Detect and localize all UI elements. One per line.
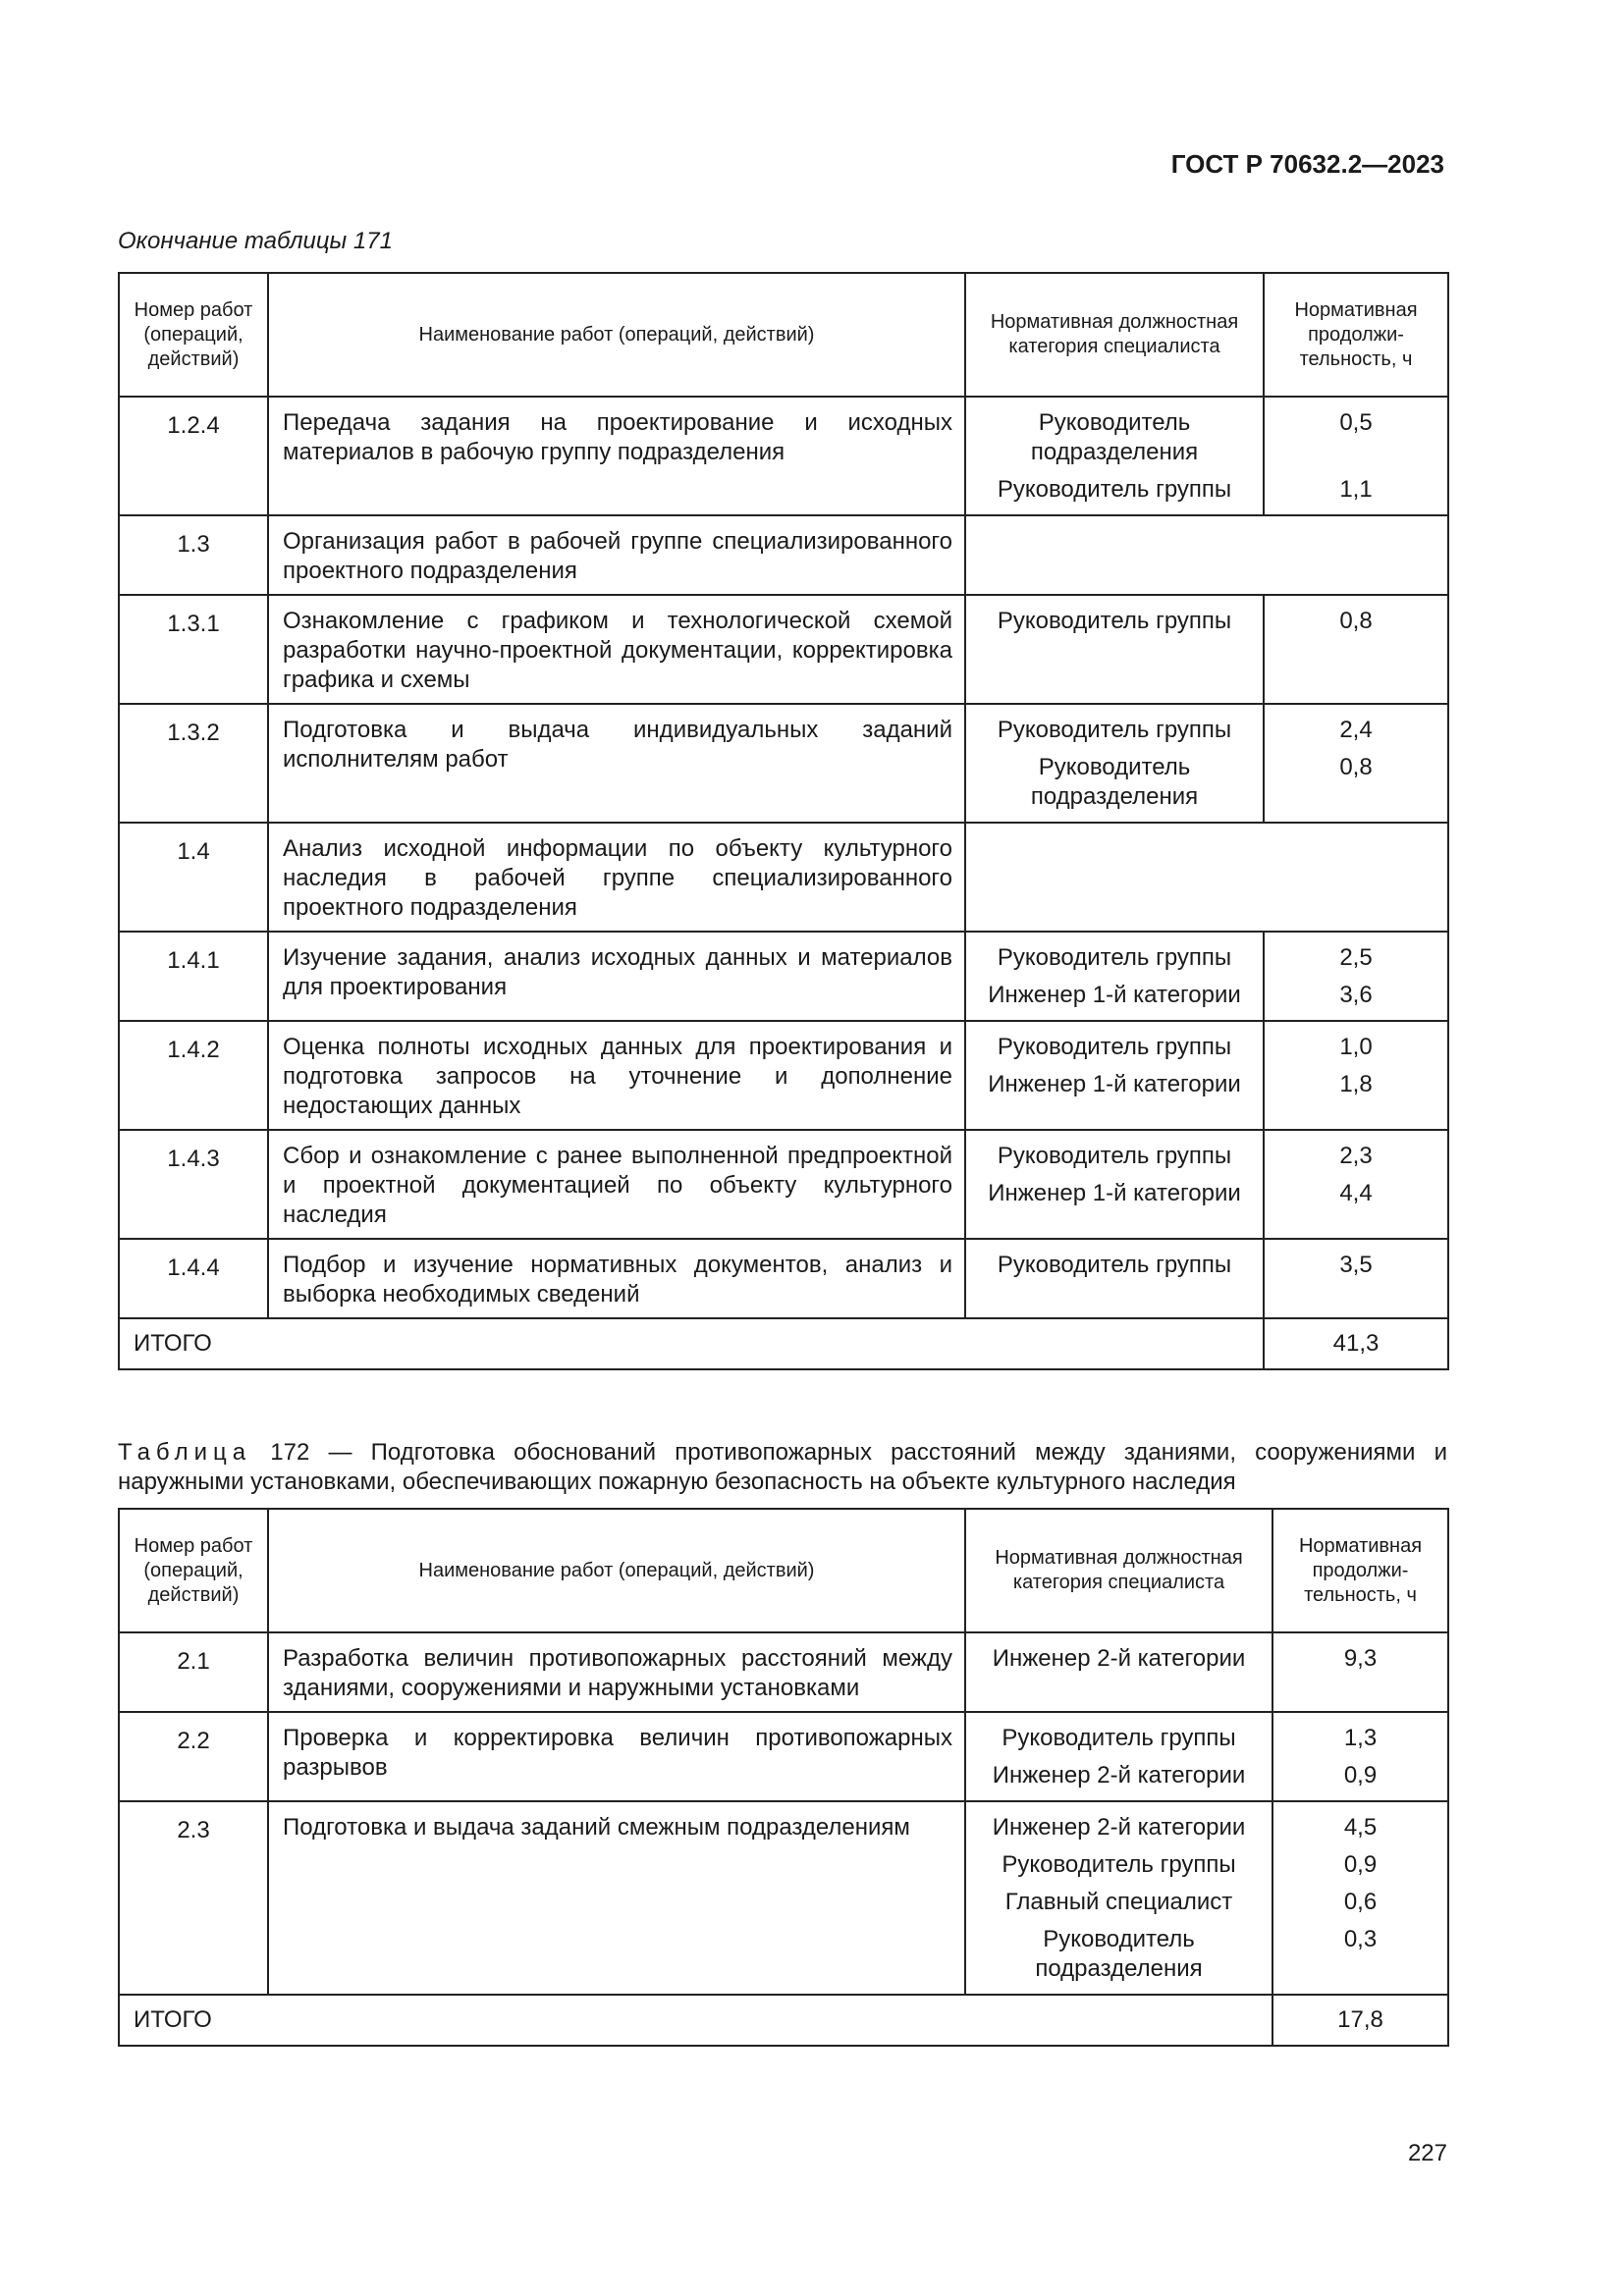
table-row [119,595,1448,704]
total-label: ИТОГО [119,1318,1264,1369]
standard-designation: ГОСТ Р 70632.2—2023 [1170,149,1444,179]
category-cell [965,1130,1264,1239]
duration-value: 0,9 [1343,1762,1378,1789]
table-172-caption [118,1438,1447,1497]
work-name: Подготовка и выдача индивидуальных заданий исполнителям работ [268,704,965,823]
header-number: Номер работ (операций, действий) [119,1509,268,1632]
duration-value: 1,8 [1339,1071,1373,1097]
work-name: Сбор и ознакомление с ранее выполненной предпроектной и проектной документацией по объекту культурного наследия [268,1130,965,1239]
header-number: Номер работ (операций, действий) [119,273,268,397]
work-number: 1.3 [119,515,268,595]
work-number: 2.3 [119,1801,268,1995]
specialist-category: Руководитель группы [997,717,1232,743]
specialist-category: Инженер 2-й категории [992,1762,1246,1789]
page-number: 227 [1407,2140,1447,2166]
total-label: ИТОГО [119,1995,1272,2046]
category-cell [965,595,1264,704]
category-cell [965,1239,1264,1318]
work-name: Подбор и изучение нормативных документов, анализ и выборка необходимых сведений [268,1239,965,1318]
specialist-category: Руководитель группы [997,608,1232,634]
duration-value: 1,1 [1339,476,1373,503]
duration-value: 2,5 [1339,944,1373,971]
table-row [119,397,1448,515]
duration-value: 2,4 [1339,717,1373,743]
duration-cell [1264,932,1448,1021]
work-name: Проверка и корректировка величин противопожарных разрывов [268,1712,965,1801]
duration-value: 0,8 [1339,754,1373,780]
specialist-category: Главный специалист [1004,1889,1233,1915]
table-row [119,1130,1448,1239]
table-172-caption-text: 172 — Подготовка обоснований противопожарных расстояний между зданиями, сооружениями и наружными установками, обеспечивающих пожарную безопасность на объекте культурного наследия [118,1439,1448,1495]
empty-cell [965,823,1448,932]
work-number: 1.3.2 [119,704,268,823]
table-row [119,515,1448,595]
duration-cell [1264,1239,1448,1318]
duration-cell [1264,1130,1448,1239]
header-category: Нормативная должностная категория специалиста [965,1509,1272,1632]
duration-value: 2,3 [1339,1143,1373,1169]
duration-value: 4,4 [1339,1180,1373,1206]
specialist-category: Инженер 2-й категории [992,1645,1246,1672]
work-name: Изучение задания, анализ исходных данных и материалов для проектирования [268,932,965,1021]
specialist-category: Руководитель подразделения [1030,409,1199,465]
work-number: 1.2.4 [119,397,268,515]
work-name: Подготовка и выдача заданий смежным подразделениям [268,1801,965,1995]
duration-value: 3,6 [1339,982,1373,1008]
header-duration: Нормативная продолжи-тельность, ч [1272,1509,1448,1632]
work-number: 1.4.4 [119,1239,268,1318]
specialist-category: Руководитель группы [997,1252,1232,1278]
duration-cell [1272,1632,1448,1712]
table-row [119,704,1448,823]
category-cell [965,704,1264,823]
table-header-row [119,273,1448,397]
work-name: Анализ исходной информации по объекту культурного наследия в рабочей группе специализированного проектного подразделения [268,823,965,932]
total-row [119,1318,1448,1369]
work-name: Ознакомление с графиком и технологической схемой разработки научно-проектной документации, корректировка графика и схемы [268,595,965,704]
duration-value: 1,0 [1339,1034,1373,1060]
specialist-category: Руководитель группы [997,1034,1232,1060]
duration-value: 0,5 [1339,409,1373,436]
category-cell [965,932,1264,1021]
work-number: 2.2 [119,1712,268,1801]
duration-cell [1264,1021,1448,1130]
work-number: 2.1 [119,1632,268,1712]
duration-value: 9,3 [1343,1645,1378,1672]
work-number: 1.3.1 [119,595,268,704]
duration-value: 1,3 [1343,1725,1378,1751]
specialist-category: Инженер 1-й категории [988,982,1241,1008]
duration-value: 4,5 [1343,1814,1378,1841]
work-number: 1.4.1 [119,932,268,1021]
specialist-category: Руководитель подразделения [1030,754,1199,810]
duration-value: 0,3 [1343,1926,1378,1952]
duration-cell [1272,1712,1448,1801]
empty-cell [965,515,1448,595]
work-name: Организация работ в рабочей группе специализированного проектного подразделения [268,515,965,595]
work-number: 1.4.2 [119,1021,268,1130]
work-number: 1.4 [119,823,268,932]
duration-cell [1264,595,1448,704]
duration-cell [1264,397,1448,515]
category-cell [965,397,1264,515]
specialist-category: Инженер 1-й категории [988,1071,1241,1097]
category-cell [965,1801,1272,1995]
duration-value: 0,8 [1339,608,1373,634]
table-row [119,1712,1448,1801]
header-name: Наименование работ (операций, действий) [268,273,965,397]
work-name: Разработка величин противопожарных расстояний между зданиями, сооружениями и наружными установками [268,1632,965,1712]
specialist-category: Инженер 1-й категории [988,1180,1241,1206]
header-duration: Нормативная продолжи-тельность, ч [1264,273,1448,397]
header-category: Нормативная должностная категория специалиста [965,273,1264,397]
table-row [119,823,1448,932]
specialist-category: Руководитель подразделения [1035,1926,1203,1982]
category-cell [965,1021,1264,1130]
table-row [119,1021,1448,1130]
table-171-caption: Окончание таблицы 171 [118,228,393,254]
total-value: 41,3 [1264,1318,1448,1369]
duration-value: 0,6 [1343,1889,1378,1915]
table-172-caption-prefix: Таблица [118,1439,252,1466]
header-name: Наименование работ (операций, действий) [268,1509,965,1632]
work-name: Передача задания на проектирование и исходных материалов в рабочую группу подразделения [268,397,965,515]
table-row [119,932,1448,1021]
table-171 [118,272,1449,1370]
table-row [119,1239,1448,1318]
specialist-category: Руководитель группы [1001,1851,1236,1878]
table-row [119,1801,1448,1995]
category-cell [965,1632,1272,1712]
duration-value: 0,9 [1343,1851,1378,1878]
table-172 [118,1508,1449,2047]
work-name: Оценка полноты исходных данных для проектирования и подготовка запросов на уточнение и дополнение недостающих данных [268,1021,965,1130]
duration-cell [1272,1801,1448,1995]
total-value: 17,8 [1272,1995,1448,2046]
duration-value: 3,5 [1339,1252,1373,1278]
specialist-category: Руководитель группы [997,944,1232,971]
table-row [119,1632,1448,1712]
work-number: 1.4.3 [119,1130,268,1239]
category-cell [965,1712,1272,1801]
specialist-category: Руководитель группы [997,1143,1232,1169]
specialist-category: Руководитель группы [1001,1725,1236,1751]
specialist-category: Руководитель группы [997,476,1232,503]
specialist-category: Инженер 2-й категории [992,1814,1246,1841]
duration-cell [1264,704,1448,823]
total-row [119,1995,1448,2046]
table-header-row [119,1509,1448,1632]
